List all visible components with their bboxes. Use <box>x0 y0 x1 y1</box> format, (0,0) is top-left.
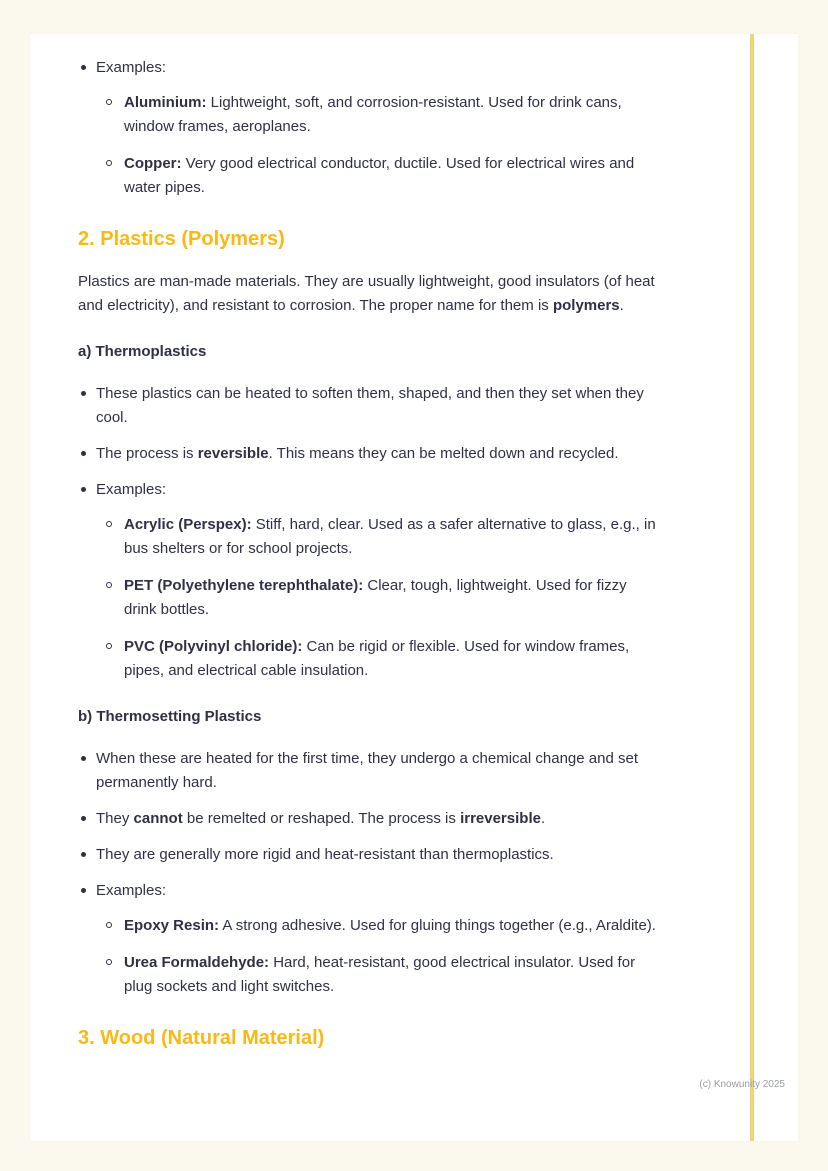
bullet-text: The process is <box>96 445 198 462</box>
term-label: Acrylic (Perspex): <box>124 516 252 533</box>
examples-label: Examples: <box>96 882 167 899</box>
term-label: Aluminium: <box>124 94 207 111</box>
thermoplastics-examples-sublist <box>96 513 663 683</box>
list-item-pet <box>105 574 663 622</box>
intro-text: . <box>619 297 624 314</box>
page-content <box>30 34 663 1051</box>
list-item <box>78 442 663 466</box>
intro-bold: polymers <box>552 297 620 314</box>
list-item-pvc <box>105 635 663 683</box>
list-item-acrylic <box>105 513 663 561</box>
term-description: Clear, tough, lightweight. Used for fizzy drink bottles. <box>124 577 627 618</box>
term-description: Hard, heat-resistant, good electrical insulator. Used for plug sockets and light switches. <box>124 954 636 995</box>
list-item-examples <box>78 879 663 999</box>
thermosetting-list <box>78 747 663 999</box>
bullet-text: be remelted or reshaped. The process is <box>182 810 461 827</box>
term-label: Epoxy Resin: <box>124 917 220 934</box>
list-item-examples <box>78 56 663 200</box>
examples-label: Examples: <box>96 481 167 498</box>
bullet-text: . <box>540 810 546 827</box>
accent-vertical-rule <box>750 34 754 1141</box>
thermosetting-examples-sublist <box>96 914 663 999</box>
term-description: Stiff, hard, clear. Used as a safer alternative to glass, e.g., in bus shelters or for school projects. <box>124 516 656 557</box>
term-label: Copper: <box>124 155 182 172</box>
term-description: Lightweight, soft, and corrosion-resistant. Used for drink cans, window frames, aeroplanes. <box>124 94 622 135</box>
subheading-thermosetting: b) Thermosetting Plastics <box>78 708 262 725</box>
term-label: PET (Polyethylene terephthalate): <box>124 577 364 594</box>
metals-examples-list <box>78 56 663 200</box>
bullet-bold: irreversible <box>460 810 541 827</box>
list-item-urea <box>105 951 663 999</box>
thermoplastics-list <box>78 382 663 683</box>
list-item-examples <box>78 478 663 683</box>
term-label: PVC (Polyvinyl chloride): <box>124 638 303 655</box>
bullet-text: These plastics can be heated to soften them, shaped, and then they set when they cool. <box>96 385 644 426</box>
list-item-aluminium <box>105 91 663 139</box>
bullet-bold: reversible <box>197 445 269 462</box>
bullet-text: They <box>96 810 134 827</box>
section-heading-plastics: 2. Plastics (Polymers) <box>78 228 285 250</box>
term-description: A strong adhesive. Used for gluing things together (e.g., Araldite). <box>219 917 656 934</box>
list-item-copper <box>105 152 663 200</box>
bullet-bold: cannot <box>133 810 183 827</box>
intro-text: Plastics are man-made materials. They are usually lightweight, good insulators (of heat and electricity), and resistant to corrosion. The proper name for them is <box>78 273 655 314</box>
examples-label: Examples: <box>96 59 167 76</box>
list-item <box>78 382 663 430</box>
term-label: Urea Formaldehyde: <box>124 954 270 971</box>
list-item <box>78 807 663 831</box>
bullet-text: When these are heated for the first time, they undergo a chemical change and set permanently hard. <box>96 750 638 791</box>
plastics-intro-paragraph <box>78 270 663 318</box>
term-description: Can be rigid or flexible. Used for window frames, pipes, and electrical cable insulation. <box>124 638 630 679</box>
document-page <box>30 34 798 1141</box>
section-heading-wood: 3. Wood (Natural Material) <box>78 1027 325 1049</box>
bullet-text: . This means they can be melted down and recycled. <box>268 445 619 462</box>
list-item <box>78 843 663 867</box>
list-item-epoxy <box>105 914 663 938</box>
list-item <box>78 747 663 795</box>
footer-credit: (c) Knowunity 2025 <box>699 1079 785 1090</box>
term-description: Very good electrical conductor, ductile. Used for electrical wires and water pipes. <box>124 155 635 196</box>
metals-examples-sublist <box>96 91 663 200</box>
subheading-thermoplastics: a) Thermoplastics <box>78 343 207 360</box>
bullet-text: They are generally more rigid and heat-resistant than thermoplastics. <box>96 846 554 863</box>
